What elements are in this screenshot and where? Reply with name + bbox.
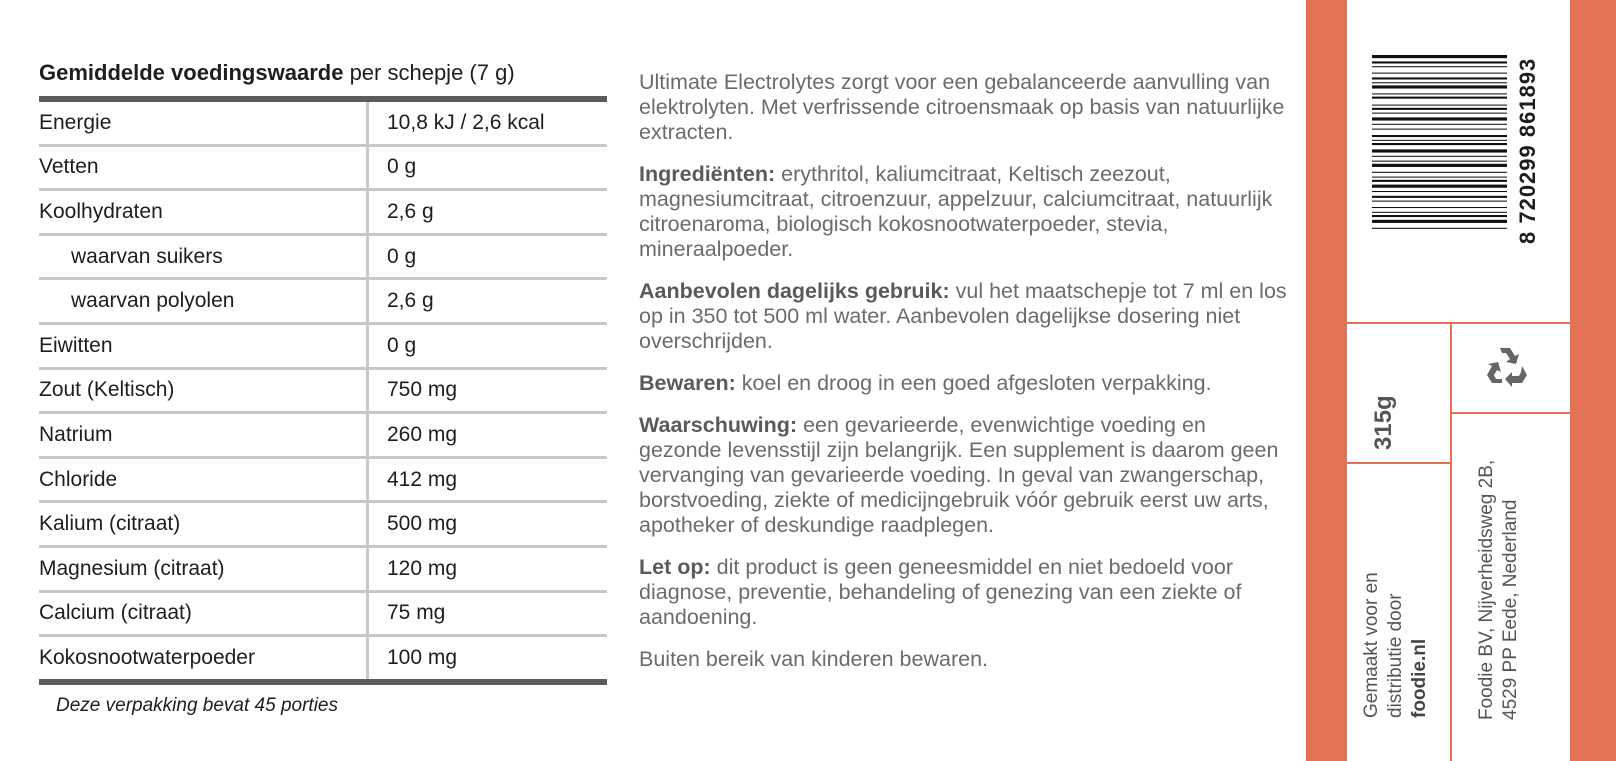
note-paragraph [639,555,1289,630]
barcode-bar [1372,149,1507,152]
barcode-bar [1372,196,1507,198]
barcode-bar [1372,135,1507,137]
barcode-bar [1372,117,1507,120]
nutrient-value: 2,6 g [387,289,434,313]
barcode-bar [1372,191,1507,192]
product-info [639,70,1289,689]
company-address [1475,425,1523,720]
barcode-bar [1372,55,1507,58]
nutrition-row [39,456,607,501]
barcode-bars [1372,55,1512,285]
nutrient-value: 10,8 kJ / 2,6 kcal [387,110,545,134]
nutrient-value: 100 mg [387,645,458,669]
warning-text: een gevarieerde, evenwichtige voeding en gezonde levensstijl zijn belangrijk. Een supplement is daarom geen vervanging van gevarieerde voeding. In geval van zwangerschap, borstvoeding, ziekte of medicijngebruik vóór gebruik eerst uw arts, apotheker of deskundige raadplegen. [639,413,1279,537]
barcode-bar [1372,207,1507,208]
nutrition-row [39,411,607,456]
barcode-bar [1372,108,1507,110]
accent-stripe-right [1570,0,1616,761]
nutrient-name: waarvan polyolen [39,280,369,322]
nutrient-value: 0 g [387,155,417,179]
nutrient-value: 750 mg [387,378,458,402]
nutrition-title-serving: per schepje (7 g) [349,60,515,85]
barcode-bar [1372,93,1507,94]
nutrition-row [39,367,607,412]
nutrient-value: 412 mg [387,467,458,491]
note-text: dit product is geen geneesmiddel en niet bedoeld voor diagnose, preventie, behandeling of genezing van een ziekte of aandoening. [639,555,1242,629]
nutrient-name: Eiwitten [39,325,369,367]
children-warning: Buiten bereik van kinderen bewaren. [639,647,988,671]
nutrition-row [39,102,607,144]
nutrient-name: Chloride [39,459,369,501]
barcode-bar [1372,228,1507,229]
ingredients-paragraph [639,162,1289,262]
nutrition-row [39,545,607,590]
note-label: Let op: [639,555,711,579]
nutrient-value: 0 g [387,333,417,357]
barcode-bar [1372,180,1507,182]
barcode-bar [1372,212,1507,213]
nutrition-row [39,277,607,322]
nutrient-name: Vetten [39,147,369,189]
nutrition-row [39,634,607,679]
company-line2: 4529 PP Eede, Nederland [1500,499,1521,720]
nutrition-title [39,58,607,96]
ingredients-text: erythritol, kaliumcitraat, Keltisch zeezout, magnesiumcitraat, citroenzuur, appelzuur, calciumcitraat, natuurlijk citroenaroma, biologisch kokosnootwaterpoeder, stevia, mineraalpoeder. [639,162,1273,261]
nutrient-name: Energie [39,102,369,144]
nutrition-title-bold: Gemiddelde voedingswaarde [39,60,344,85]
warning-label: Waarschuwing: [639,413,798,437]
nutrient-value: 260 mg [387,422,458,446]
storage-label: Bewaren: [639,371,736,395]
nutrient-name: Calcium (citraat) [39,593,369,635]
nutrition-row [39,188,607,233]
nutrition-facts [39,58,607,717]
barcode-bar [1372,66,1507,67]
nutrient-value: 2,6 g [387,199,434,223]
nutrient-name: Natrium [39,414,369,456]
nutrition-row [39,322,607,367]
made-line2: distributie door [1385,593,1406,718]
net-weight: 315g [1370,395,1397,450]
nutrient-name: Kalium (citraat) [39,503,369,545]
made-line1: Gemaakt voor en [1361,572,1382,718]
nutrient-name: waarvan suikers [39,236,369,278]
ingredients-label: Ingrediënten: [639,162,776,186]
divider-top [1347,322,1570,324]
barcode-bar [1372,177,1507,178]
barcode-bar [1372,201,1507,202]
barcode-number: 8 720299 861893 [1515,58,1540,245]
recycle-icon [1484,342,1530,388]
barcode-bar [1372,73,1507,74]
barcode-bar [1372,143,1507,145]
barcode-bar [1372,156,1507,157]
nutrient-name: Zout (Keltisch) [39,370,369,412]
barcode-bar [1372,140,1507,141]
barcode-bar [1372,61,1507,63]
nutrient-name: Koolhydraten [39,191,369,233]
nutrition-row [39,500,607,545]
servings-footnote: Deze verpakking bevat 45 porties [56,694,338,716]
storage-text: koel en droog in een goed afgesloten verpakking. [741,371,1212,395]
barcode-bar [1372,85,1507,88]
barcode-bar [1372,164,1507,167]
barcode-bar [1372,77,1507,79]
nutrient-value: 75 mg [387,601,446,625]
nutrient-value: 0 g [387,244,417,268]
company-line1: Foodie BV, Nijverheidsweg 2B, [1476,459,1497,720]
barcode-bar [1372,113,1507,114]
nutrition-row [39,233,607,278]
nutrient-name: Kokosnootwaterpoeder [39,637,369,679]
barcode-bar [1372,124,1507,125]
nutrient-value: 500 mg [387,512,458,536]
usage-paragraph [639,279,1289,354]
storage-paragraph [639,371,1289,396]
nutrition-row [39,590,607,635]
nutrient-name: Magnesium (citraat) [39,548,369,590]
accent-stripe-left [1306,0,1347,761]
usage-text: vul het maatschepje tot 7 ml en los op in 350 tot 500 ml water. Aanbevolen dagelijkse dosering niet overschrijden. [639,279,1287,353]
intro-text: Ultimate Electrolytes zorgt voor een gebalanceerde aanvulling van elektrolyten. Met verfrissende citroensmaak op basis van natuurlijke extracten. [639,70,1285,144]
barcode-bar [1372,105,1507,106]
usage-label: Aanbevolen dagelijks gebruik: [639,279,950,303]
divider-vertical [1450,322,1452,761]
warning-paragraph [639,413,1289,538]
barcode-bar [1372,97,1507,99]
made-site: foodie.nl [1409,638,1430,718]
barcode-bar [1372,161,1507,162]
nutrition-row [39,144,607,189]
nutrition-table [39,96,607,685]
divider-weight [1347,462,1450,464]
divider-recycle [1450,412,1570,414]
barcode-bar [1372,220,1507,223]
barcode-bar [1372,129,1507,130]
nutrient-value: 120 mg [387,556,458,580]
distribution-text [1360,550,1432,718]
barcode-bar [1372,215,1507,217]
barcode-bar [1372,82,1507,83]
barcode-bar [1372,185,1507,188]
barcode-bar [1372,172,1507,173]
